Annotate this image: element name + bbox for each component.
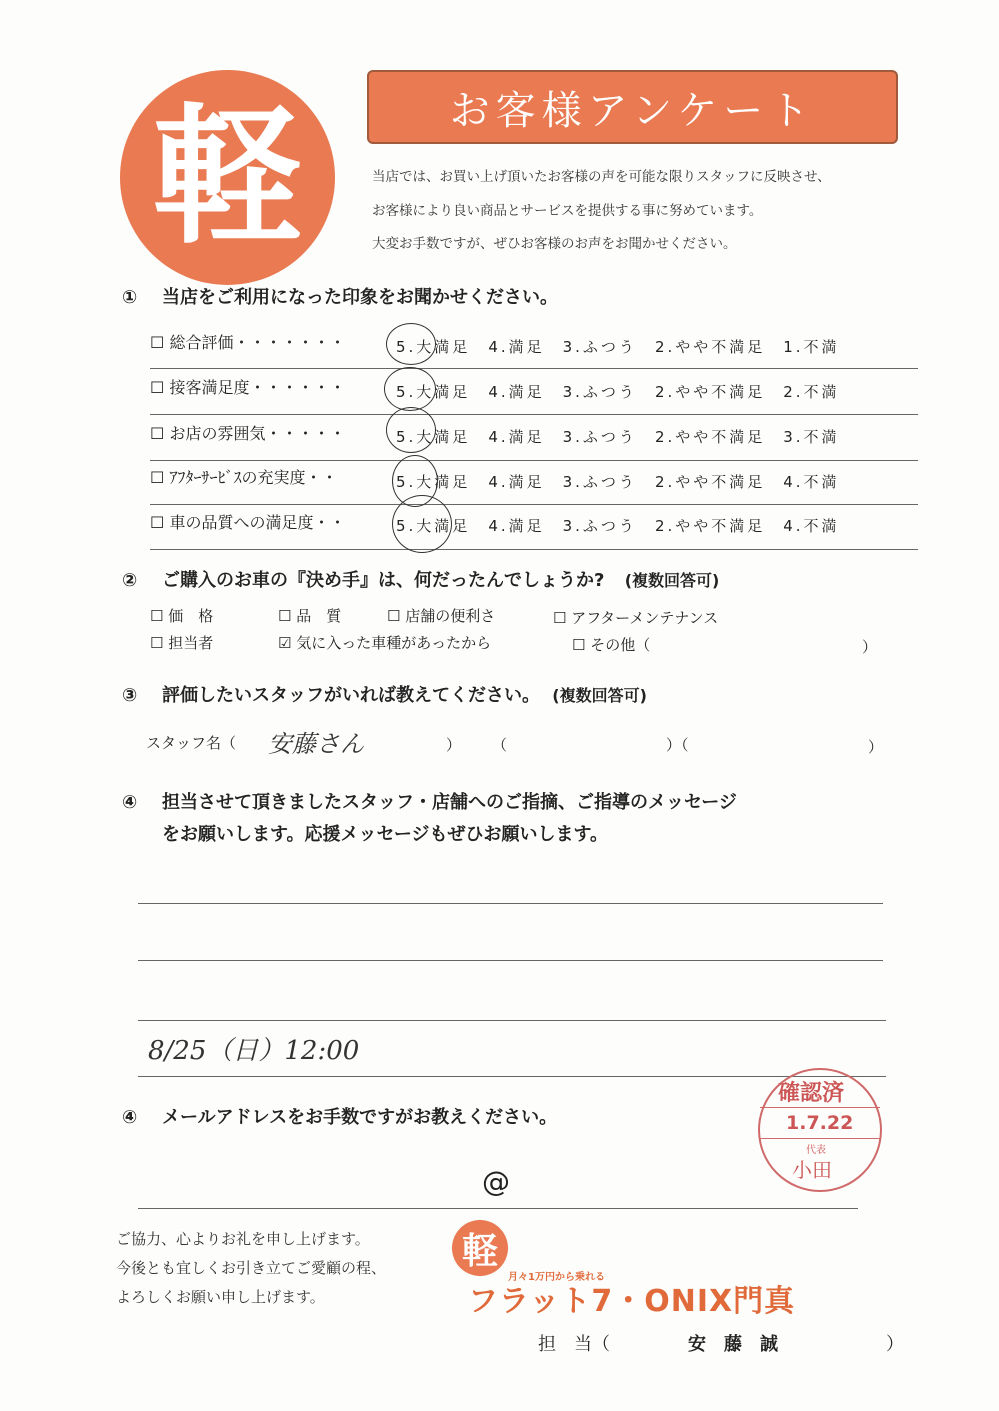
- q2-option-staff[interactable]: [150, 632, 213, 653]
- q2-other-close-paren: ）: [862, 638, 878, 656]
- q1-row-overall[interactable]: [150, 330, 345, 353]
- option-label: 担当者: [168, 634, 214, 652]
- closing-line-3: よろしくお願い申し上げます。: [116, 1288, 325, 1306]
- checkbox-icon[interactable]: ☐: [150, 333, 165, 352]
- checkbox-icon[interactable]: ☐: [150, 513, 165, 532]
- checkbox-icon[interactable]: ☐: [150, 468, 165, 487]
- option-label: アフターメンテナンス: [571, 609, 719, 627]
- q1-options-overall: [396, 336, 858, 357]
- q1-options-quality: [396, 515, 858, 536]
- option-5[interactable]: 5.大満足: [396, 473, 471, 491]
- q4-heading-line-2: をお願いします。応援メッセージもぜひお願いします。: [162, 824, 609, 845]
- checkbox-icon[interactable]: ☐: [387, 607, 401, 625]
- option-3[interactable]: 3.ふつう: [562, 517, 637, 535]
- title-banner: [367, 70, 898, 144]
- message-line-1: [138, 903, 883, 904]
- q2-heading: [122, 566, 719, 592]
- selection-circle: [386, 323, 436, 365]
- row-rule: [150, 504, 918, 505]
- stamp-small-text: 代表: [806, 1145, 826, 1156]
- option-3[interactable]: 3.ふつう: [562, 338, 637, 356]
- option-2[interactable]: 2.やや不満足: [654, 383, 766, 401]
- email-at-sign: @: [482, 1165, 510, 1198]
- option-1[interactable]: 4.不満: [783, 473, 840, 491]
- option-label: 店舗の便利さ: [405, 607, 496, 625]
- option-2[interactable]: 2.やや不満足: [654, 338, 766, 356]
- footer-close-paren: ）: [886, 1334, 904, 1355]
- stamp-date: 1.7.22: [786, 1112, 854, 1134]
- option-label: 品 質: [296, 607, 342, 625]
- option-label: 気に入った車種があったから: [296, 634, 492, 652]
- option-4[interactable]: 4.満足: [488, 383, 545, 401]
- stamp-divider: [760, 1107, 880, 1108]
- q1-row-service[interactable]: [150, 375, 345, 398]
- row-label: お店の雰囲気・・・・・: [169, 424, 346, 443]
- row-label: 車の品質への満足度・・: [169, 513, 346, 532]
- row-label: 接客満足度・・・・・・: [169, 378, 346, 397]
- intro-line-1: 当店では、お買い上げ頂いたお客様の声を可能な限りスタッフに反映させ、: [372, 169, 831, 185]
- selection-circle: [384, 367, 436, 411]
- checkbox-icon[interactable]: ☐: [553, 609, 567, 627]
- logo-kei-char: 軽: [152, 90, 303, 265]
- q1-row-quality[interactable]: [150, 510, 345, 533]
- option-5[interactable]: 5.大満足: [396, 383, 471, 401]
- option-1[interactable]: 4.不満: [783, 517, 840, 535]
- q5-number: ④: [122, 1107, 138, 1128]
- footer-staff-name: 安 藤 誠: [688, 1334, 778, 1355]
- q2-option-quality[interactable]: [278, 605, 341, 626]
- q1-heading: [122, 283, 558, 309]
- q3-heading-text: 評価したいスタッフがいれば教えてください。: [162, 685, 540, 706]
- stamp-name: 小田: [792, 1158, 832, 1182]
- checkbox-icon[interactable]: ☐: [150, 424, 165, 443]
- q1-heading-text: 当店をご利用になった印象をお聞かせください。: [162, 287, 558, 308]
- option-3[interactable]: 3.ふつう: [562, 473, 637, 491]
- row-rule: [150, 414, 918, 415]
- q4-heading-line-1: [122, 788, 737, 814]
- stamp-divider: [760, 1138, 880, 1139]
- checkbox-icon[interactable]: ☐: [278, 607, 292, 625]
- q4-number: ④: [122, 792, 138, 813]
- option-1[interactable]: 2.不満: [783, 383, 840, 401]
- q1-options-service: [396, 381, 858, 402]
- stamp-top-text: 確認済: [778, 1081, 845, 1106]
- message-line-3: [138, 1020, 886, 1021]
- message-line-4: [138, 1076, 886, 1077]
- row-label: 総合評価・・・・・・・: [169, 333, 346, 352]
- q3-paren-1: ）: [446, 736, 462, 754]
- row-rule: [150, 460, 918, 461]
- q1-number: ①: [122, 287, 138, 308]
- checkbox-icon[interactable]: ☐: [150, 607, 164, 625]
- q2-option-other[interactable]: [572, 634, 650, 655]
- selection-circle: [386, 407, 436, 453]
- row-rule: [150, 368, 918, 369]
- intro-line-2: お客様により良い商品とサービスを提供する事に努めています。: [372, 203, 763, 219]
- option-3[interactable]: 3.ふつう: [562, 383, 637, 401]
- q3-paren-4: ）: [868, 738, 884, 756]
- q4-heading-text: 担当させて頂きましたスタッフ・店舗へのご指摘、ご指導のメッセージ: [162, 792, 737, 813]
- q2-option-convenience[interactable]: [387, 605, 495, 626]
- q2-option-model[interactable]: [278, 632, 491, 653]
- q2-number: ②: [122, 570, 138, 591]
- option-4[interactable]: 4.満足: [488, 428, 545, 446]
- message-handwritten[interactable]: 8/25（日）12:00: [148, 1036, 360, 1066]
- q1-row-atmosphere[interactable]: [150, 421, 345, 444]
- q2-note: (複数回答可): [624, 571, 720, 590]
- checkbox-icon[interactable]: ☐: [150, 378, 165, 397]
- q1-options-aftercare: [396, 471, 858, 492]
- q3-staff-label: スタッフ名（: [146, 734, 237, 752]
- checkbox-icon[interactable]: ☐: [150, 634, 164, 652]
- q1-options-atmosphere: [396, 426, 858, 447]
- q5-heading-text: メールアドレスをお手数ですがお教えください。: [162, 1107, 558, 1128]
- q3-note: (複数回答可): [552, 686, 647, 705]
- brand-tagline: 月々1万円から乗れる: [508, 1272, 605, 1283]
- page-title: お客様アンケート: [449, 87, 816, 134]
- option-label: その他（: [590, 636, 651, 654]
- closing-line-2: 今後とも宜しくお引き立てご愛顧の程、: [116, 1259, 387, 1277]
- intro-line-3: 大変お手数ですが、ぜひお客様のお声をお聞かせください。: [372, 236, 737, 252]
- option-5[interactable]: 5.大満足: [396, 517, 471, 535]
- q3-number: ③: [122, 685, 138, 706]
- email-input-line[interactable]: [138, 1208, 858, 1209]
- q3-heading: [122, 681, 647, 707]
- approval-stamp: [758, 1068, 882, 1192]
- option-2[interactable]: 2.やや不満足: [654, 473, 766, 491]
- message-line-2: [138, 960, 883, 961]
- option-1[interactable]: 1.不満: [783, 338, 840, 356]
- option-5[interactable]: 5.大満足: [396, 428, 471, 446]
- q3-paren-2: （: [492, 736, 508, 754]
- option-4[interactable]: 4.満足: [488, 473, 545, 491]
- option-1[interactable]: 3.不満: [783, 428, 840, 446]
- q2-option-price[interactable]: [150, 605, 213, 626]
- option-5[interactable]: 5.大満足: [396, 338, 471, 356]
- row-rule: [150, 549, 918, 550]
- q2-heading-text: ご購入のお車の『決め手』は、何だったんでしょうか?: [162, 570, 605, 591]
- brand-logo-char: 軽: [452, 1220, 508, 1276]
- q2-option-after[interactable]: [553, 607, 718, 628]
- footer-staff-label: 担 当（: [538, 1334, 610, 1355]
- q3-paren-3: ）（: [666, 736, 689, 754]
- option-4[interactable]: 4.満足: [488, 338, 545, 356]
- closing-line-1: ご協力、心よりお礼を申し上げます。: [116, 1230, 370, 1248]
- q3-staff-handwritten[interactable]: 安藤さん: [268, 730, 364, 758]
- option-2[interactable]: 2.やや不満足: [654, 428, 766, 446]
- checked-checkbox-icon[interactable]: ☑: [278, 634, 292, 652]
- option-2[interactable]: 2.やや不満足: [654, 517, 766, 535]
- brand-name: フラット7・ONIX門真: [468, 1284, 796, 1319]
- q5-heading: [122, 1103, 557, 1129]
- option-3[interactable]: 3.ふつう: [562, 428, 637, 446]
- option-4[interactable]: 4.満足: [488, 517, 545, 535]
- row-label: ｱﾌﾀｰｻｰﾋﾞｽの充実度・・: [169, 468, 338, 487]
- checkbox-icon[interactable]: ☐: [572, 636, 586, 654]
- selection-circle: [392, 495, 452, 553]
- q1-row-aftercare[interactable]: [150, 465, 337, 488]
- option-label: 価 格: [168, 607, 214, 625]
